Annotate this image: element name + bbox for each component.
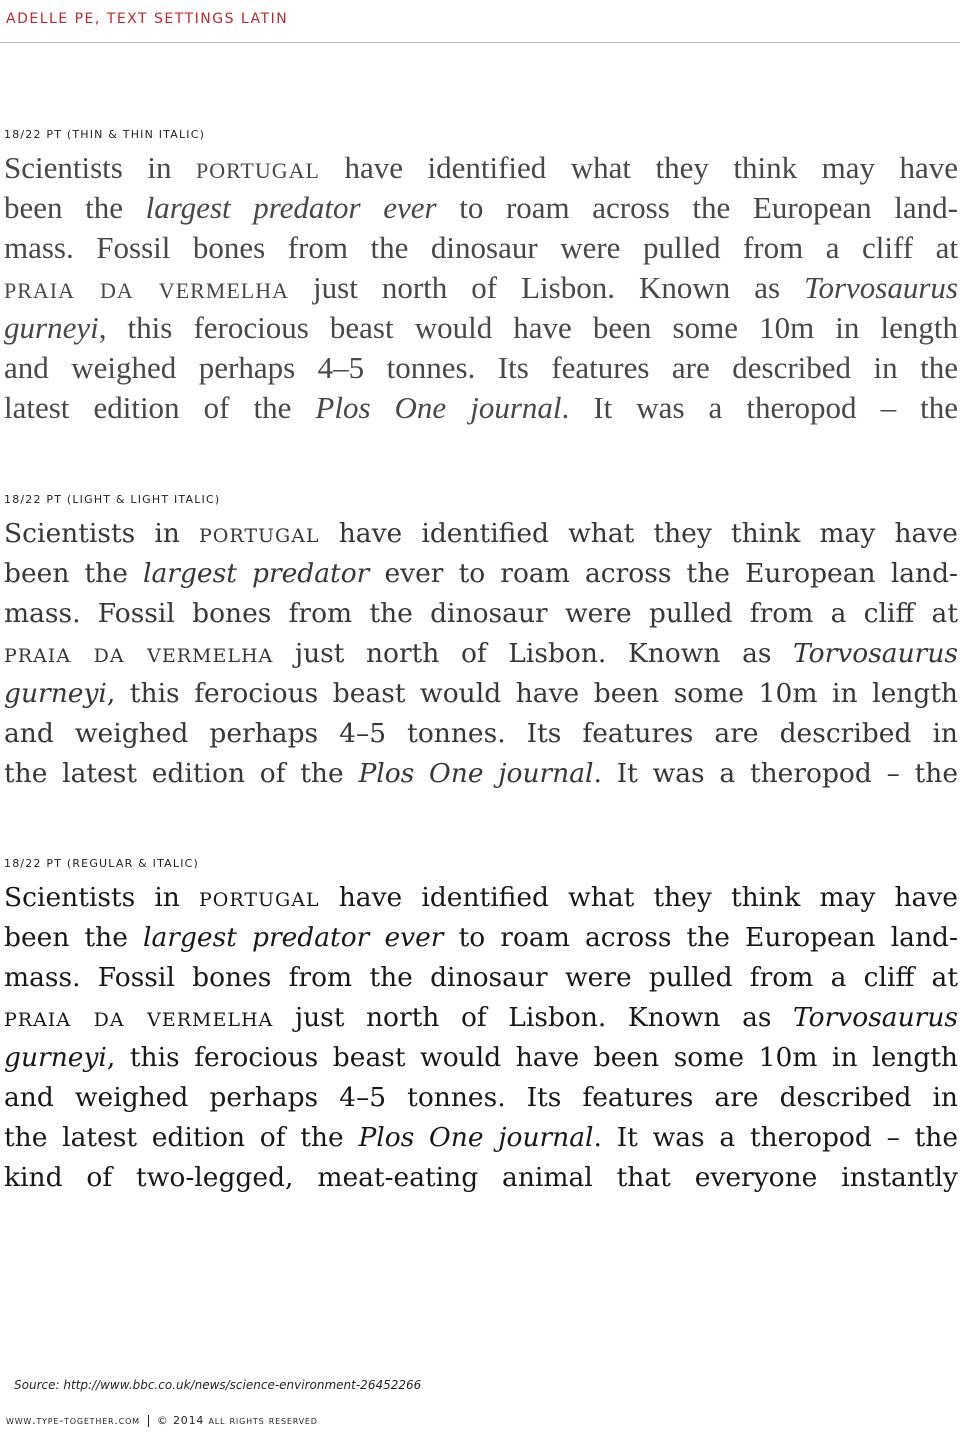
text-line: kind of two-legged, meat-eating animal that everyone instantly	[4, 1162, 958, 1193]
text-line: and weighed perhaps 4–5 tonnes. Its features are described in	[4, 718, 958, 749]
text-line: been the largest predator ever to roam across the European land-	[4, 558, 958, 589]
text-line: and weighed perhaps 4–5 tonnes. Its features are described in	[4, 1082, 958, 1113]
page-footer	[6, 1414, 318, 1427]
text-line: the latest edition of the Plos One journal. It was a theropod – the	[4, 1122, 958, 1153]
source-citation: Source: http://www.bbc.co.uk/news/science-environment-26452266	[14, 1378, 422, 1392]
text-line: gurneyi, this ferocious beast would have been some 10m in length	[4, 678, 958, 709]
text-line: gurneyi, this ferocious beast would have been some 10m in length	[4, 1042, 958, 1073]
section-label-light: 18/22 PT (LIGHT & LIGHT ITALIC)	[4, 493, 221, 506]
text-line: Scientists in portugal have identified what they think may have	[4, 882, 958, 913]
text-line: mass. Fossil bones from the dinosaur were pulled from a cliff at	[4, 598, 958, 629]
header-title: ADELLE PE, TEXT SETTINGS LATIN	[6, 11, 289, 27]
text-line: and weighed perhaps 4–5 tonnes. Its features are described in the	[4, 350, 958, 385]
page-header	[0, 0, 960, 43]
text-line: praia da vermelha just north of Lisbon. Known as Torvosaurus	[4, 270, 958, 305]
section-label-thin: 18/22 PT (THIN & THIN ITALIC)	[4, 128, 206, 141]
sample-paragraph-thin	[4, 148, 958, 428]
sample-paragraph-regular	[4, 878, 958, 1198]
text-line: Scientists in portugal have identified what they think may have	[4, 150, 959, 185]
section-label-regular: 18/22 PT (REGULAR & ITALIC)	[4, 857, 200, 870]
text-line: been the largest predator ever to roam across the European land-	[4, 190, 958, 225]
text-line: praia da vermelha just north of Lisbon. Known as Torvosaurus	[4, 1002, 959, 1033]
text-line: latest edition of the Plos One journal. It was a theropod – the	[4, 390, 958, 425]
footer-divider	[148, 1415, 149, 1427]
text-line: the latest edition of the Plos One journal. It was a theropod – the	[4, 758, 958, 789]
sample-paragraph-light	[4, 514, 958, 794]
text-line: been the largest predator ever to roam across the European land-	[4, 922, 958, 953]
text-line: mass. Fossil bones from the dinosaur were pulled from a cliff at	[4, 230, 958, 265]
text-line: gurneyi, this ferocious beast would have been some 10m in length	[4, 310, 958, 345]
footer-rights: © 2014 all rights reserved	[156, 1414, 318, 1427]
text-line: mass. Fossil bones from the dinosaur were pulled from a cliff at	[4, 962, 958, 993]
text-line: Scientists in portugal have identified what they think may have	[4, 518, 958, 549]
footer-website-link[interactable]: www.type-together.com	[6, 1414, 140, 1427]
text-line: praia da vermelha just north of Lisbon. Known as Torvosaurus	[4, 638, 959, 669]
